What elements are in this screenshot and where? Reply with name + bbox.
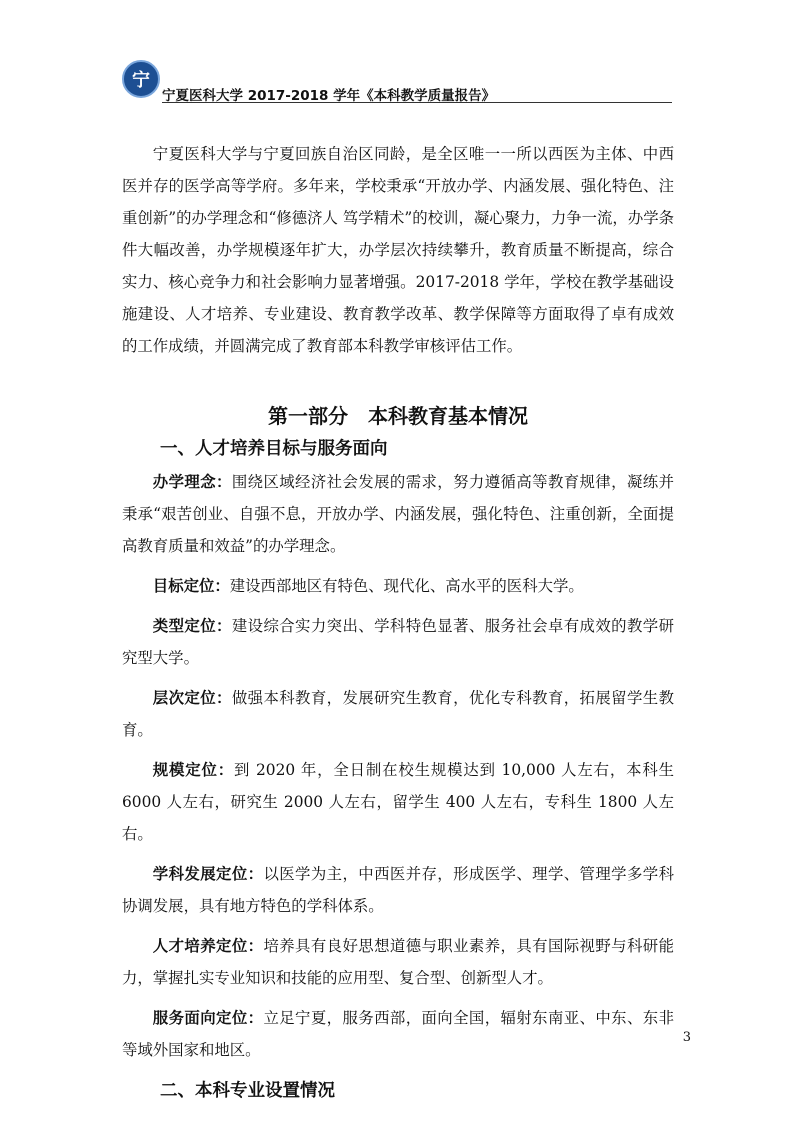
page-content (122, 138, 674, 1108)
item-label: 类型定位： (152, 617, 232, 635)
item-type (122, 610, 674, 674)
item-text: 立足宁夏，服务西部，面向全国，辐射东南亚、中东、东非等域外国家和地区。 (122, 1009, 674, 1059)
item-scale (122, 754, 674, 850)
item-service (122, 1002, 674, 1066)
part-title: 第一部分 本科教育基本情况 (268, 404, 528, 428)
item-text: 建设西部地区有特色、现代化、高水平的医科大学。 (229, 577, 584, 595)
item-label: 规模定位： (152, 761, 235, 779)
item-label: 服务面向定位： (152, 1009, 264, 1027)
university-logo: 宁 (122, 60, 160, 98)
item-discipline (122, 858, 674, 922)
section-heading-1: 一、人才培养目标与服务面向 (160, 439, 388, 459)
item-text: 到 2020 年，全日制在校生规模达到 10,000 人左右，本科生 6000 人左右，研究生 2000 人左右，留学生 400 人左右，专科生 1800 人左右。 (122, 761, 674, 843)
item-label: 目标定位： (152, 577, 230, 595)
item-label: 层次定位： (152, 689, 232, 707)
item-text: 做强本科教育，发展研究生教育，优化专科教育，拓展留学生教育。 (122, 689, 674, 739)
header-rule (162, 102, 672, 103)
item-label: 办学理念： (152, 473, 232, 491)
intro-paragraph: 宁夏医科大学与宁夏回族自治区同龄，是全区唯一一所以西医为主体、中西医并存的医学高等学府。多年来，学校秉承“开放办学、内涵发展、强化特色、注重创新”的办学理念和“修德济人 笃学精术”的校训，凝心聚力，力争一流，办学条件大幅改善，办学规模逐年扩大，办学层次持续攀升，教育质量不断提高，综合实力、核心竞争力和社会影响力显著增强。2017-2018 学年，学校在教学基础设施建设、人才培养、专业建设、教育教学改革、教学保障等方面取得了卓有成效的工作成绩，并圆满完成了教育部本科教学审核评估工作。 (122, 145, 674, 355)
item-talent (122, 930, 674, 994)
item-label: 人才培养定位： (152, 937, 264, 955)
item-goal (122, 570, 674, 602)
page-number: 3 (682, 1030, 691, 1045)
section-heading-2: 二、本科专业设置情况 (160, 1081, 335, 1101)
page-header (122, 60, 672, 104)
item-text: 建设综合实力突出、学科特色显著、服务社会卓有成效的教学研究型大学。 (122, 617, 674, 667)
item-text: 培养具有良好思想道德与职业素养，具有国际视野与科研能力，掌握扎实专业知识和技能的应用型、复合型、创新型人才。 (122, 937, 674, 987)
item-level (122, 682, 674, 746)
item-label: 学科发展定位： (152, 865, 264, 883)
header-title: 宁夏医科大学 2017-2018 学年《本科教学质量报告》 (162, 88, 496, 104)
item-text: 围绕区域经济社会发展的需求，努力遵循高等教育规律，凝练并秉承“艰苦创业、自强不息，开放办学、内涵发展，强化特色、注重创新，全面提高教育质量和效益”的办学理念。 (122, 473, 674, 555)
item-text: 以医学为主，中西医并存，形成医学、理学、管理学多学科协调发展，具有地方特色的学科体系。 (122, 865, 674, 915)
item-philosophy (122, 466, 674, 562)
